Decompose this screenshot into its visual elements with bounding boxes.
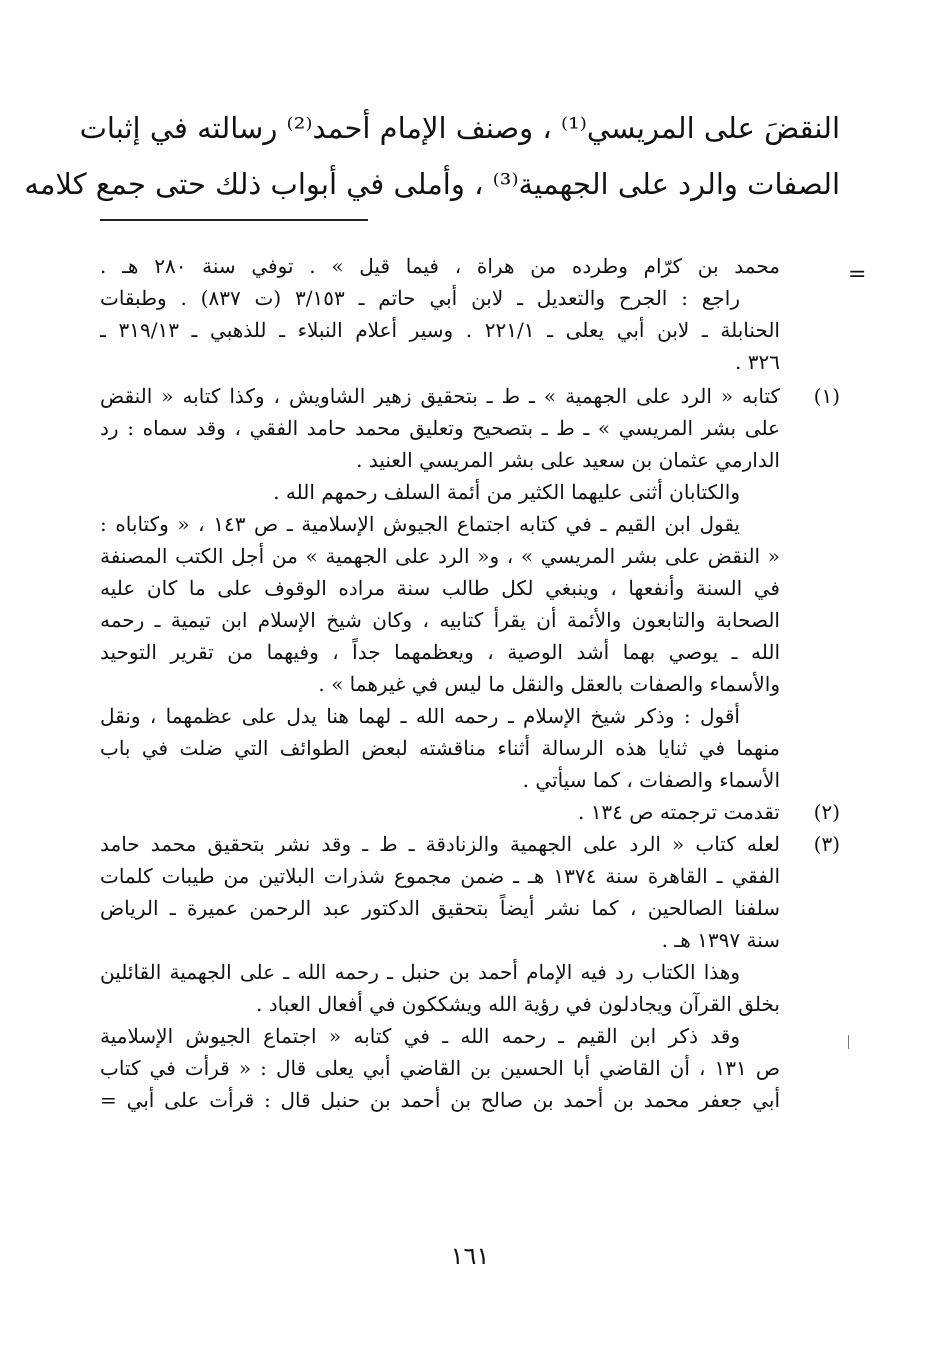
footnote-marker: (٣) (813, 832, 840, 856)
footnote-continued (100, 250, 840, 378)
footnote-2 (100, 796, 840, 828)
footnote-line: الله ـ يوصي بهما أشد الوصية ، ويعظمهما جداً ، وفيهما من تقرير التوحيد (100, 640, 780, 664)
footnote-line: أقول : وذكر شيخ الإسلام ـ رحمه الله ـ لهما هنا يدل على عظمهما ، ونقل (100, 704, 740, 728)
footnote-line: راجع : الجرح والتعديل ـ لابن أبي حاتم ـ ٣/١٥٣ (ت ٨٣٧) . وطبقات (100, 286, 740, 310)
footnote-marker: (٢) (813, 800, 840, 824)
footnote-line: والكتابان أثنى عليهما الكثير من أئمة السلف رحمهم الله . (273, 480, 740, 504)
footnote-line: الحنابلة ـ لابن أبي يعلى ـ ٢٢١/١ . وسير أعلام النبلاء ـ للذهبي ـ ٣١٩/١٣ ـ (100, 318, 780, 342)
footnote-line: الأسماء والصفات ، كما سيأتي . (522, 768, 780, 792)
footnote-separator-rule (100, 219, 368, 221)
footnote-line: منهما في ثنايا هذه الرسالة أثناء مناقشته لبعض الطوائف التي ضلت في باب (100, 736, 780, 760)
main-text-line: الصفات والرد على الجهمية⁽³⁾ ، وأملى في أبواب ذلك حتى جمع كلامه (24, 167, 840, 201)
footnote-line: ٣٢٦ . (735, 350, 780, 374)
footnote-line: تقدمت ترجمته ص ١٣٤ . (577, 800, 780, 824)
footnote-line: وقد ذكر ابن القيم ـ رحمه الله ـ في كتابه « اجتماع الجيوش الإسلامية (100, 1024, 740, 1048)
footnote-line: والأسماء والصفات بالعقل والنقل ما ليس في غيرهما » . (318, 672, 780, 696)
continuation-mark: = (848, 262, 867, 287)
footnote-line: الصحابة والتابعون والأئمة أن يقرأ كتابيه ، وكان شيخ الإسلام ابن تيمية ـ رحمه (100, 608, 780, 632)
footnote-line: كتابه « الرد على الجهمية » ـ ط ـ بتحقيق زهير الشاويش ، وكذا كتابه « النقض (100, 384, 780, 408)
footnote-line: على بشر المريسي » ـ ط ـ بتصحيح وتعليق محمد حامد الفقي ، وقد سماه : رد (100, 416, 780, 440)
footnote-line: ص ١٣١ ، أن القاضي أبا الحسين بن القاضي أبي يعلى قال : « قرأت في كتاب (100, 1056, 780, 1080)
footnote-3 (100, 828, 840, 1116)
footnote-marker: (١) (813, 384, 840, 408)
footnotes-area (100, 250, 840, 1116)
footnote-line: وهذا الكتاب رد فيه الإمام أحمد بن حنبل ـ رحمه الله ـ على الجهمية القائلين (100, 960, 740, 984)
footnote-line: سنة ١٣٩٧ هـ . (661, 928, 780, 952)
footnote-line: سلفنا الصالحين ، كما نشر أيضاً بتحقيق الدكتور عبد الرحمن عميرة ـ الرياض (100, 896, 780, 920)
footnote-line: لعله كتاب « الرد على الجهمية والزنادقة ـ ط ـ وقد نشر بتحقيق محمد حامد (100, 832, 780, 856)
footnote-line: يقول ابن القيم ـ في كتابه اجتماع الجيوش الإسلامية ـ ص ١٤٣ ، « وكتاباه : (100, 512, 740, 536)
footnote-line: محمد بن كرّام وطرده من هراة ، فيما قيل » . توفي سنة ٢٨٠ هـ . (100, 254, 780, 278)
footnote-line: الفقي ـ القاهرة سنة ١٣٧٤ هـ ـ ضمن مجموع شذرات البلاتين من طيبات كلمات (100, 864, 781, 888)
footnote-line: أبي جعفر محمد بن أحمد بن صالح بن أحمد بن حنبل قال : قرأت على أبي = (100, 1088, 780, 1112)
main-text (24, 100, 840, 212)
footnote-1 (100, 380, 840, 796)
main-text-line: النقضَ على المريسي⁽¹⁾ ، وصنف الإمام أحمد⁽²⁾ رسالته في إثبات (79, 111, 840, 145)
footnote-line: « النقض على بشر المريسي » ، و« الرد على الجهمية » من أجل الكتب المصنفة (100, 544, 780, 568)
footnote-line: في السنة وأنفعها ، وينبغي لكل طالب سنة مراده الوقوف على ما كان عليه (100, 576, 780, 600)
page-number: ١٦١ (450, 1242, 490, 1270)
footnote-line: الدارمي عثمان بن سعيد على بشر المريسي العنيد . (356, 448, 780, 472)
margin-tick (848, 1035, 849, 1049)
footnote-line: بخلق القرآن ويجادلون في رؤية الله ويشككون في أفعال العباد . (256, 992, 780, 1016)
